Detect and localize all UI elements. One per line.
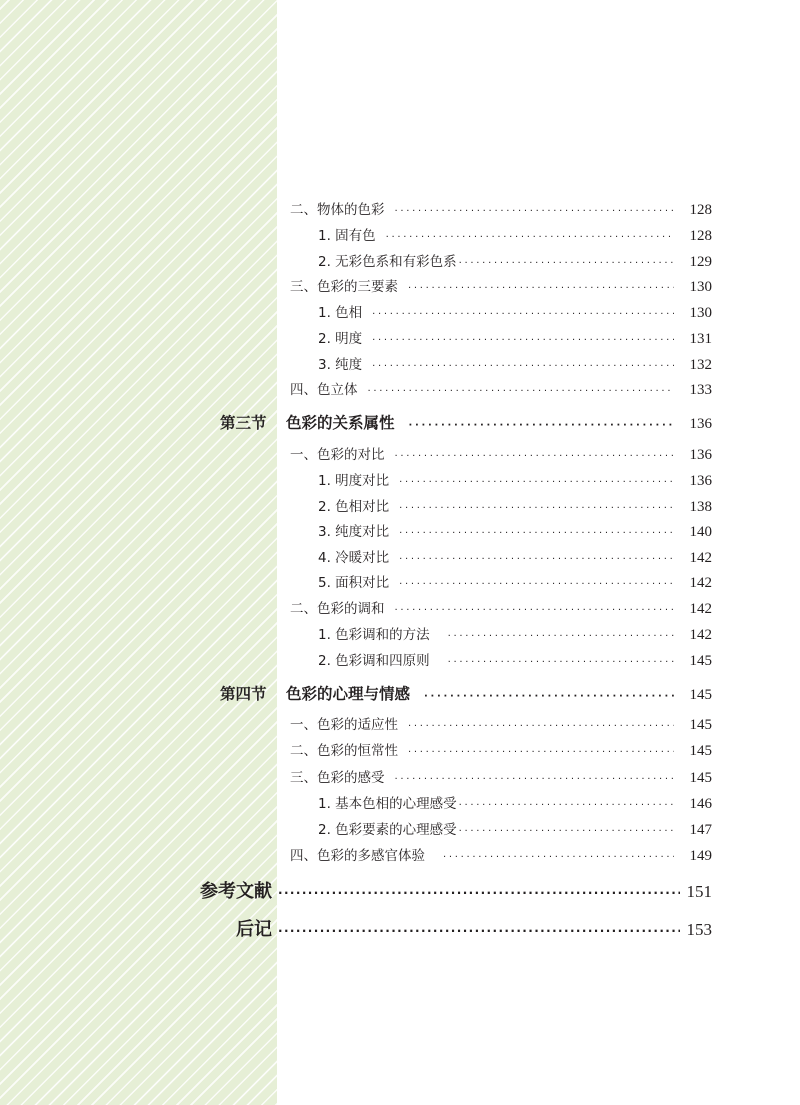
dot-leader	[395, 602, 675, 620]
toc-entry-title: 4. 冷暖对比	[318, 550, 390, 566]
toc-entry-page: 136	[689, 416, 712, 432]
dot-leader	[386, 229, 674, 247]
toc-entry-page: 149	[689, 848, 712, 864]
dot-leader	[395, 203, 675, 221]
toc-entry-title: 3. 纯度对比	[318, 524, 390, 540]
toc-entry-page: 130	[689, 305, 712, 321]
toc-entry[interactable]	[318, 330, 712, 350]
toc-entry-page: 146	[689, 796, 712, 812]
dot-leader	[459, 255, 674, 273]
toc-entry[interactable]	[318, 227, 712, 247]
toc-entry-page: 142	[689, 627, 712, 643]
dot-leader	[409, 417, 674, 435]
toc-entry-page: 145	[689, 653, 712, 669]
toc-entry-title: 2. 色相对比	[318, 499, 390, 515]
toc-entry[interactable]	[318, 253, 712, 273]
toc-entry-title: 1. 色相	[318, 305, 363, 321]
toc-entry-title: 二、色彩的恒常性	[290, 743, 398, 759]
toc-section-entry[interactable]	[220, 685, 712, 706]
toc-entry[interactable]	[318, 356, 712, 376]
dot-leader	[399, 576, 674, 594]
toc-entry-page: 138	[689, 499, 712, 515]
dot-leader	[443, 849, 674, 867]
toc-entry-title: 二、色彩的调和	[290, 601, 385, 617]
dot-leader	[399, 500, 674, 518]
toc-entry-page: 130	[689, 279, 712, 295]
toc-entry-page: 136	[689, 473, 712, 489]
toc-entry[interactable]	[290, 381, 712, 401]
toc-entry-page: 145	[689, 770, 712, 786]
toc-entry-page: 145	[689, 687, 712, 703]
dot-leader	[448, 628, 674, 646]
dot-leader	[459, 823, 674, 841]
toc-entry-title: 1. 色彩调和的方法	[318, 627, 430, 643]
toc-entry-title: 3. 纯度	[318, 357, 363, 373]
toc-entry-page: 128	[689, 228, 712, 244]
toc-entry[interactable]	[318, 821, 712, 841]
dot-leader	[408, 718, 674, 736]
toc-entry-title: 5. 面积对比	[318, 575, 390, 591]
toc-entry-page: 131	[689, 331, 712, 347]
toc-entry-page: 145	[689, 717, 712, 733]
toc-entry[interactable]	[290, 278, 712, 298]
toc-entry[interactable]	[318, 626, 712, 646]
toc-entry[interactable]	[318, 304, 712, 324]
dot-leader	[395, 771, 675, 789]
toc-entry-title: 色彩的心理与情感	[286, 685, 411, 703]
toc-entry[interactable]	[318, 523, 712, 543]
toc-entry-title: 四、色彩的多感官体验	[290, 848, 425, 864]
toc-entry[interactable]	[290, 716, 712, 736]
toc-entry-title: 色彩的关系属性	[286, 414, 395, 432]
toc-entry[interactable]	[318, 574, 712, 594]
toc-entry[interactable]	[290, 769, 712, 789]
toc-entry[interactable]	[290, 600, 712, 620]
dot-leader	[278, 882, 680, 904]
toc-entry[interactable]	[318, 652, 712, 672]
toc-entry-title: 参考文献	[200, 881, 272, 902]
dot-leader	[368, 383, 675, 401]
toc-entry[interactable]	[290, 201, 712, 221]
dot-leader	[408, 744, 674, 762]
section-number: 第三节	[220, 414, 267, 432]
toc-entry-page: 128	[689, 202, 712, 218]
dot-leader	[395, 448, 675, 466]
toc-entry-title: 2. 色彩要素的心理感受	[318, 822, 457, 838]
toc-entry-title: 一、色彩的适应性	[290, 717, 398, 733]
toc-entry-title: 后记	[236, 919, 272, 940]
toc-entry-title: 1. 固有色	[318, 228, 376, 244]
dot-leader	[399, 474, 674, 492]
toc-entry-page: 132	[689, 357, 712, 373]
dot-leader	[372, 358, 674, 376]
toc-entry[interactable]	[290, 847, 712, 867]
toc-entry-page: 140	[689, 524, 712, 540]
dot-leader	[399, 551, 674, 569]
toc-entry-title: 三、色彩的三要素	[290, 279, 398, 295]
dot-leader	[278, 920, 680, 942]
dot-leader	[408, 280, 674, 298]
toc-entry-page: 153	[686, 920, 712, 939]
toc-entry-page: 133	[689, 382, 712, 398]
toc-entry[interactable]	[290, 742, 712, 762]
toc-entry[interactable]	[318, 795, 712, 815]
toc-entry-title: 二、物体的色彩	[290, 202, 385, 218]
toc-entry-page: 147	[689, 822, 712, 838]
toc-entry[interactable]	[290, 446, 712, 466]
toc-entry-page: 136	[689, 447, 712, 463]
toc-entry-page: 142	[689, 601, 712, 617]
toc-major-entry[interactable]	[236, 919, 712, 942]
toc-entry-title: 四、色立体	[290, 382, 358, 398]
section-number: 第四节	[220, 685, 267, 703]
toc-entry-page: 145	[689, 743, 712, 759]
dot-leader	[448, 654, 674, 672]
toc-entry-title: 1. 基本色相的心理感受	[318, 796, 457, 812]
toc-entry-page: 142	[689, 550, 712, 566]
toc-entry-page: 142	[689, 575, 712, 591]
dot-leader	[399, 525, 674, 543]
toc-entry-title: 2. 无彩色系和有彩色系	[318, 254, 457, 270]
toc-entry[interactable]	[318, 472, 712, 492]
toc-section-entry[interactable]	[220, 414, 712, 435]
toc-entry-title: 1. 明度对比	[318, 473, 390, 489]
toc-entry[interactable]	[318, 498, 712, 518]
toc-entry-page: 151	[686, 882, 712, 901]
dot-leader	[372, 306, 674, 324]
toc-entry-title: 一、色彩的对比	[290, 447, 385, 463]
dot-leader	[459, 797, 674, 815]
toc-entry-title: 2. 色彩调和四原则	[318, 653, 430, 669]
toc-entry-title: 三、色彩的感受	[290, 770, 385, 786]
toc-entry[interactable]	[318, 549, 712, 569]
toc-entry-title: 2. 明度	[318, 331, 363, 347]
toc-entry-page: 129	[689, 254, 712, 270]
toc-major-entry[interactable]	[200, 881, 712, 904]
dot-leader	[424, 688, 674, 706]
dot-leader	[372, 332, 674, 350]
